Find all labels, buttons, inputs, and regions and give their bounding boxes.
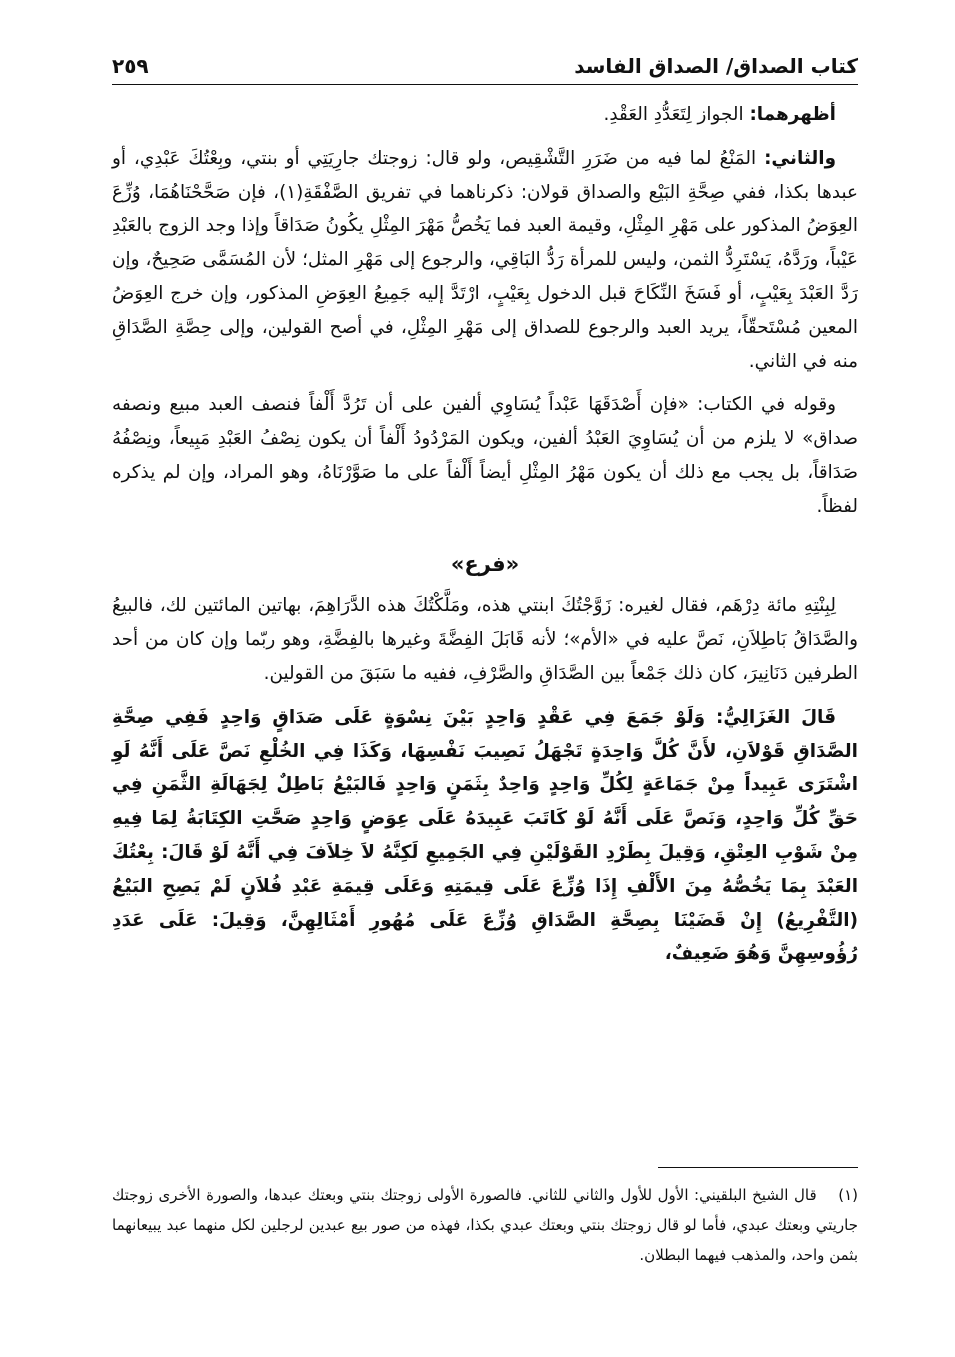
- paragraph-book-quote: [112, 388, 858, 523]
- paragraph-ghazali-quote: [112, 701, 858, 971]
- section-heading: «فرع»: [450, 551, 520, 576]
- footnote-divider: [658, 1167, 858, 1168]
- paragraph-lead: أظهرهما:: [749, 104, 836, 125]
- paragraph-text: قَالَ الغَزَالِيُّ: وَلَوْ جَمَعَ فِي عَقْدٍ وَاحِدٍ بَيْنَ نِسْوَةٍ عَلَى صَدَاقٍ وَاحِدٍ فَفِي صِحَّةِ الصَّدَاقِ قَوْلاَنِ، لأَنَّ كُلَّ وَاحِدَةٍ تَجْهَلُ نَصِيبَ نَفْسِهَا، وَكَذَا فِي الخُلْعِ نَصَّ عَلَى أَنَّهُ لَوِ اشْتَرَى عَبِيداً مِنْ جَمَاعَةٍ لِكُلِّ وَاحِدٍ وَاحِدٌ بِثَمَنٍ وَاحِدٍ فَالبَيْعُ بَاطِلٌ لِجَهَالَةِ الثَّمَنِ فِي حَقِّ كُلِّ وَاحِدٍ، وَنَصَّ عَلَى أَنَّهُ لَوْ كَاتَبَ عَبِيدَهُ عَلَى عِوَضٍ وَاحِدٍ صَحَّتِ الكِتَابَةُ لِمَا فِيهِ مِنْ شَوْبِ العِتْقِ، وَقِيلَ بِطَرْدِ القَوْلَيْنِ فِي الجَمِيعِ لَكِنَّهُ لاَ خِلاَفَ فِي أَنَّهُ لَوْ قَالَ: بِعْتُكَ العَبْدَ بِمَا يَخُصُّهُ مِنَ الأَلْفِ إِذَا وُزِّعَ عَلَى قِيمَتِهِ وَعَلَى قِيمَةِ عَبْدِ فُلاَنٍ لَمْ يَصِحِ البَيْعُ (التَّفْرِيعُ) إِنْ قَضَيْنَا بِصِحَّةِ الصَّدَاقِ وُزِّعَ عَلَى مُهُورِ أَمْثَالِهِنَّ، وَقِيلَ: عَلَى عَدَدِ رُؤُوسِهِنَّ وَهُوَ ضَعِيفٌ،: [112, 706, 858, 965]
- paragraph-lead: والثاني:: [764, 147, 836, 169]
- paragraph-second-opinion: [112, 142, 858, 379]
- footnote-marker: (١): [838, 1186, 858, 1204]
- page-header: [112, 44, 858, 85]
- running-title: كتاب الصداق/ الصداق الفاسد: [574, 54, 858, 78]
- footnote: [112, 1180, 858, 1270]
- main-text: [112, 98, 858, 981]
- page-number: ٢٥٩: [112, 54, 149, 78]
- paragraph-text: وقوله في الكتاب: «فإن أَصْدَقَهَا عَبْداً يُسَاوِي ألفين على أن تَرُدَّ أَلْفاً فنصف العبد مبيع ونصفه صداق» لا يلزم من أن يُسَاوِيَ العَبْدُ ألفين، ويكون المَرْدُودُ أَلْفاً أن يكون نِصْفُ العَبْدِ مَبِيعاً، ونِصْفُهُ صَدَاقاً، بل يجب مع ذلك أن يكون مَهْرُ المِثْلِ أيضاً أَلْفاً على ما صَوَّرْنَاهُ، وهو المراد، وإن لم يذكره لفظاً.: [112, 394, 858, 517]
- paragraph-branch: [112, 589, 858, 690]
- footnote-text: قال الشيخ البلقيني: الأول للأول والثاني للثاني. فالصورة الأولى زوجتك بنتي وبعتك عبدها، والصورة الأخرى زوجتك جاريتي وبعتك عبدي، فأما لو قال زوجتك بنتي وبعتك عبدي بكذا، فهذه من صور بيع عبدين لرجلين لكل منهما عبد يبيعانهما بثمن واحد، والمذهب فيهما البطلان.: [112, 1186, 858, 1264]
- paragraph-text: المَنْعُ لما فيه من ضَرَرِ التَّشْقِيص، ولو قال: زوجتك جارِيَتِي أو بنتي، وبِعْتُكَ عَبْدِي، أو عبدها بكذا، ففي صِحَّةِ البَيْع والصداق قولان: ذكرناهما في تفريق الصَّفْقَةِ(١)، فإن صَحَّحْنَاهُمَا، وُزِّعَ العِوَضُ المذكور على مَهْرِ المِثْلِ، وقيمة العبد فما يَخُصُّ مَهْرَ المِثْلِ يكُونُ صَدَاقاً وإذا وجد الزوج بالعَبْدِ عَيْباً، ورَدَّهُ، يَسْتَرِدُّ الثمن، وليس للمرأة رَدُّ البَاقِي، والرجوع إلى مَهْرِ المثل؛ لأن المُسَمَّى صَحِيحٌ، وإن رَدَّ العَبْدَ بِعَيْبٍ، أو فَسَخَ النِّكَاحَ قبل الدخول بِعَيْبٍ، ارْتَدَّ إليه جَمِيعُ العِوَضِ المذكور، وإن خرج العِوَضُ المعين مُسْتَحقّاً، يريد العبد والرجوع للصداق إلى مَهْرِ المِثْلِ، في أصح القولين، وإلى حِصَّةِ الصَّدَاقِ منه في الثاني.: [112, 147, 858, 372]
- paragraph-text: الجواز لِتَعَدُّدِ العَقْدِ.: [603, 104, 744, 125]
- paragraph-text: لِبِنْتِهِ مائة دِرْهَم، فقال لغيره: زَوَّجْتُكَ ابنتي هذه، ومَلَّكْتُكَ هذه الدَّرَاهِمَ، بهاتين المائتين لك، فالبيعُ والصَّدَاقُ بَاطِلاَنِ، نَصَّ عليه في «الأم»؛ لأنه قَابَلَ الفِضَّةَ وغيرها بالفِضَّةِ، وهو ربّما وإن كان من أحد الطرفين دَنَانِيرَ، كان ذلك جَمْعاً بين الصَّدَاقِ والصَّرْفِ، ففيه ما سَبَقَ من القولين.: [112, 595, 858, 684]
- paragraph-first-opinion: [112, 98, 858, 132]
